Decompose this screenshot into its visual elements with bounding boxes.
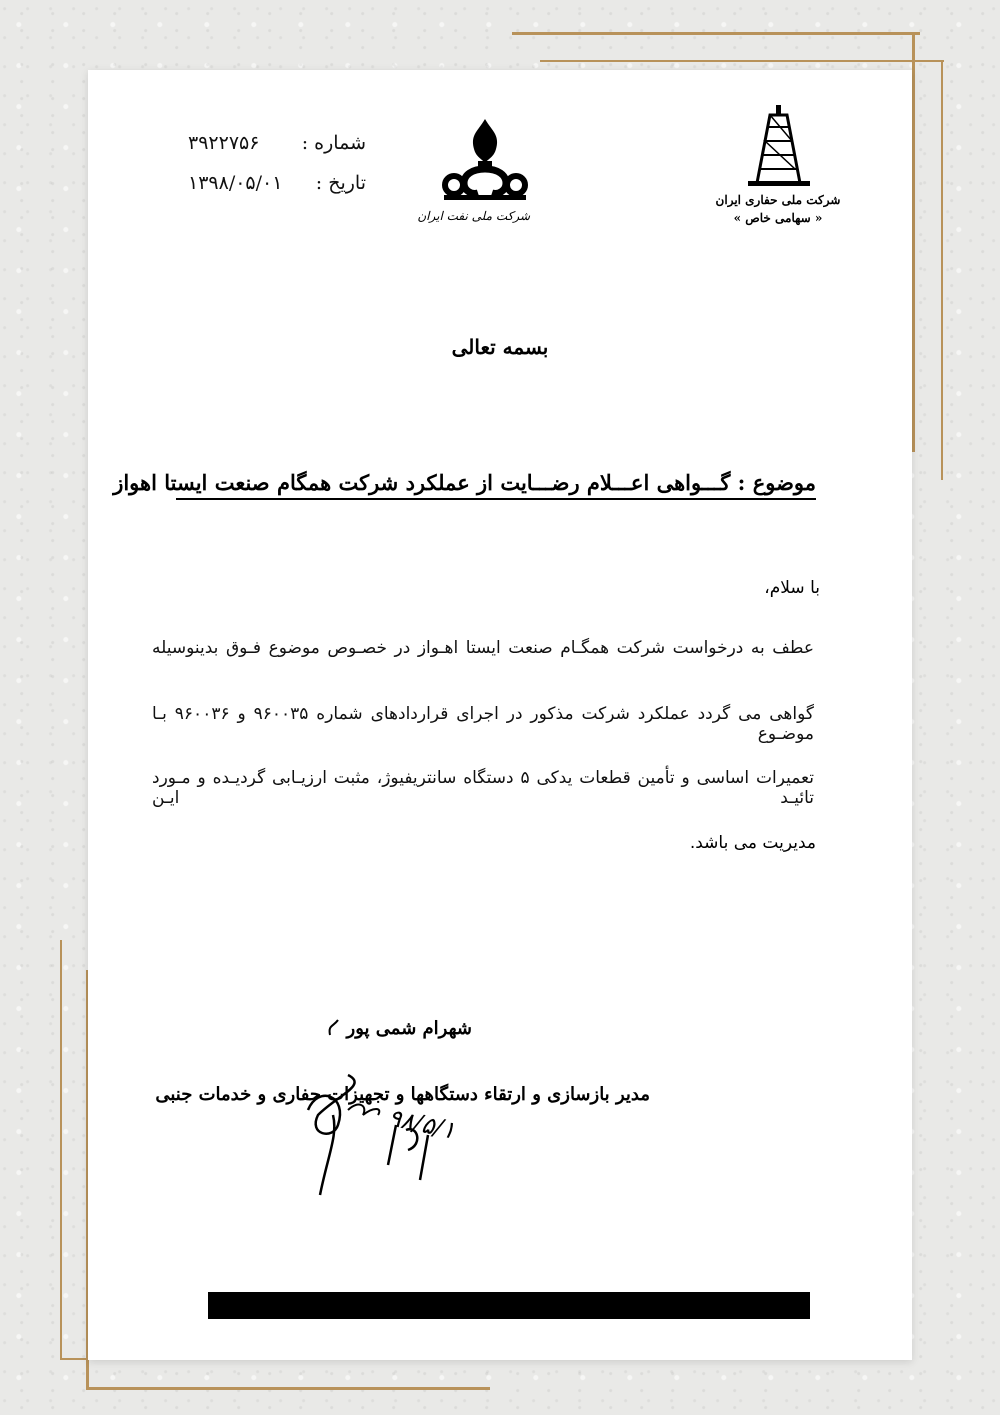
letter-page <box>88 70 912 1360</box>
gold-frame-top-line-2 <box>540 60 944 62</box>
gold-frame-top-line <box>512 32 920 35</box>
company-name: شرکت ملی حفاری ایران <box>715 193 841 207</box>
nioc-logo-text: شرکت ملی نفت ایران <box>417 209 530 223</box>
invocation: بسمه تعالی <box>451 335 549 359</box>
flame-logo-icon <box>440 115 530 205</box>
letter-date-label: تاریخ : <box>315 172 366 194</box>
reference-block <box>188 130 368 210</box>
gold-frame-right-line-2 <box>941 60 943 480</box>
company-type: « سهامی خاص » <box>733 211 823 225</box>
letter-subject: موضوع : گـــواهی اعـــلام رضـــایت از عملکرد شرکت همگام صنعت ایستا اهواز <box>176 470 816 500</box>
letter-number-label: شماره : <box>301 132 366 154</box>
handwritten-signature <box>278 1015 478 1205</box>
gold-frame-right-line <box>912 32 915 452</box>
body-line-4: مدیریت می باشد. <box>689 833 816 853</box>
greeting: با سلام، <box>764 578 820 598</box>
gold-frame-bottom-line-2 <box>86 1387 490 1390</box>
body-line-3: تعمیرات اساسی و تأمین قطعات یدکی ۵ دستگاه سانتریفیوژ، مثبت ارزیـابی گردیـده و مـورد تائیـد ایـن <box>152 768 814 808</box>
nioc-logo <box>417 115 530 230</box>
letter-date-value: ۱۳۹۸/۰۵/۰۱ <box>188 172 283 194</box>
redaction-bar <box>208 1292 810 1319</box>
signer-name: شهرام شمی پور <box>346 1018 472 1039</box>
letter-number-value: ۳۹۲۲۷۵۶ <box>188 132 260 154</box>
body-line-2: گواهی می گردد عملکرد شرکت مذکور در اجرای قراردادهای شماره ۹۶۰۰۳۵ و ۹۶۰۰۳۶ بـا موضـوع <box>152 704 814 744</box>
gold-frame-left-line <box>60 940 62 1360</box>
body-line-1: عطف به درخواست شرکت همگـام صنعت ایستا اهـواز در خصـوص موضوع فـوق بدینوسیله <box>152 638 814 658</box>
nidc-logo <box>708 105 848 235</box>
signer-title: مدیر بازسازی و ارتقاء دستگاهها و تجهیزات حفاری و خدمات جنبی <box>155 1084 650 1105</box>
drilling-rig-icon <box>708 105 848 187</box>
handwritten-date: ۹۸/۵/۱ <box>385 1103 458 1145</box>
